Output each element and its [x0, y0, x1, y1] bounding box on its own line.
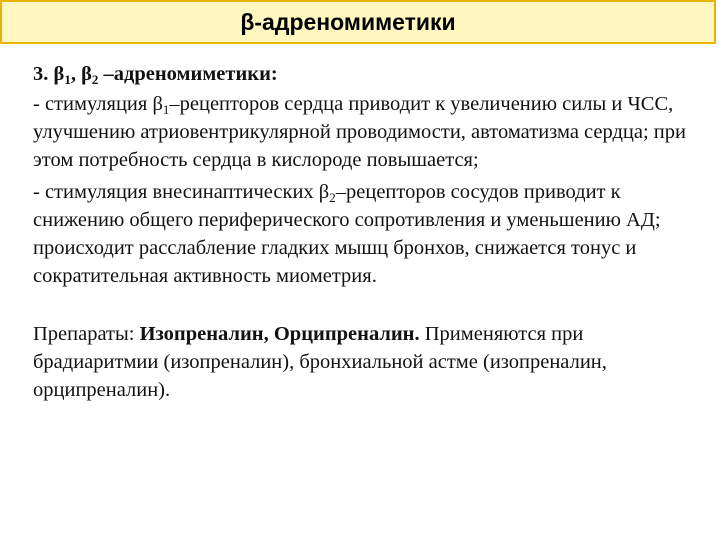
beta2-subscript: 2 [91, 72, 99, 87]
bullet-beta1-subscript: 1 [162, 102, 170, 117]
beta2-symbol: β [81, 63, 92, 85]
drugs-label: Препараты: [33, 323, 140, 345]
bullet-beta2-subscript: 2 [329, 190, 336, 205]
beta1-subscript: 1 [64, 72, 71, 87]
beta1-symbol: β [53, 63, 65, 85]
page-title: β-адреномиметики [240, 8, 456, 35]
section-heading-rest: –адреномиметики: [103, 63, 278, 85]
bullet-beta2 [33, 178, 713, 290]
section-separator: , [70, 63, 76, 85]
bullet-beta1-prefix: - стимуляция β [33, 93, 163, 115]
drugs-text: Применяются при брадиаритмии (изопреналин), бронхиальной астме (изопреналин, орципреналин). [33, 323, 607, 401]
bullet-beta1-text: –рецепторов сердца приводит к увеличению силы и ЧСС, улучшению атриовентрикулярной проводимости, автоматизма сердца; при этом потребность сердца в кислороде повышается; [33, 93, 686, 171]
section-heading [33, 60, 713, 88]
bullet-beta2-prefix: - стимуляция внесинаптических β [33, 181, 330, 203]
drug-names: Изопреналин, Орципреналин. [139, 323, 420, 345]
drugs-paragraph [33, 320, 713, 404]
bullet-beta2-text: –рецепторов сосудов приводит к снижению общего периферического сопротивления и уменьшению АД; происходит расслабление гладких мышц бронхов, снижается тонус и сократительная активность миометрия. [33, 181, 661, 287]
bullet-beta1 [33, 90, 713, 174]
slide-body [33, 60, 713, 404]
section-number: 3. [33, 63, 49, 85]
title-bar [0, 0, 716, 44]
